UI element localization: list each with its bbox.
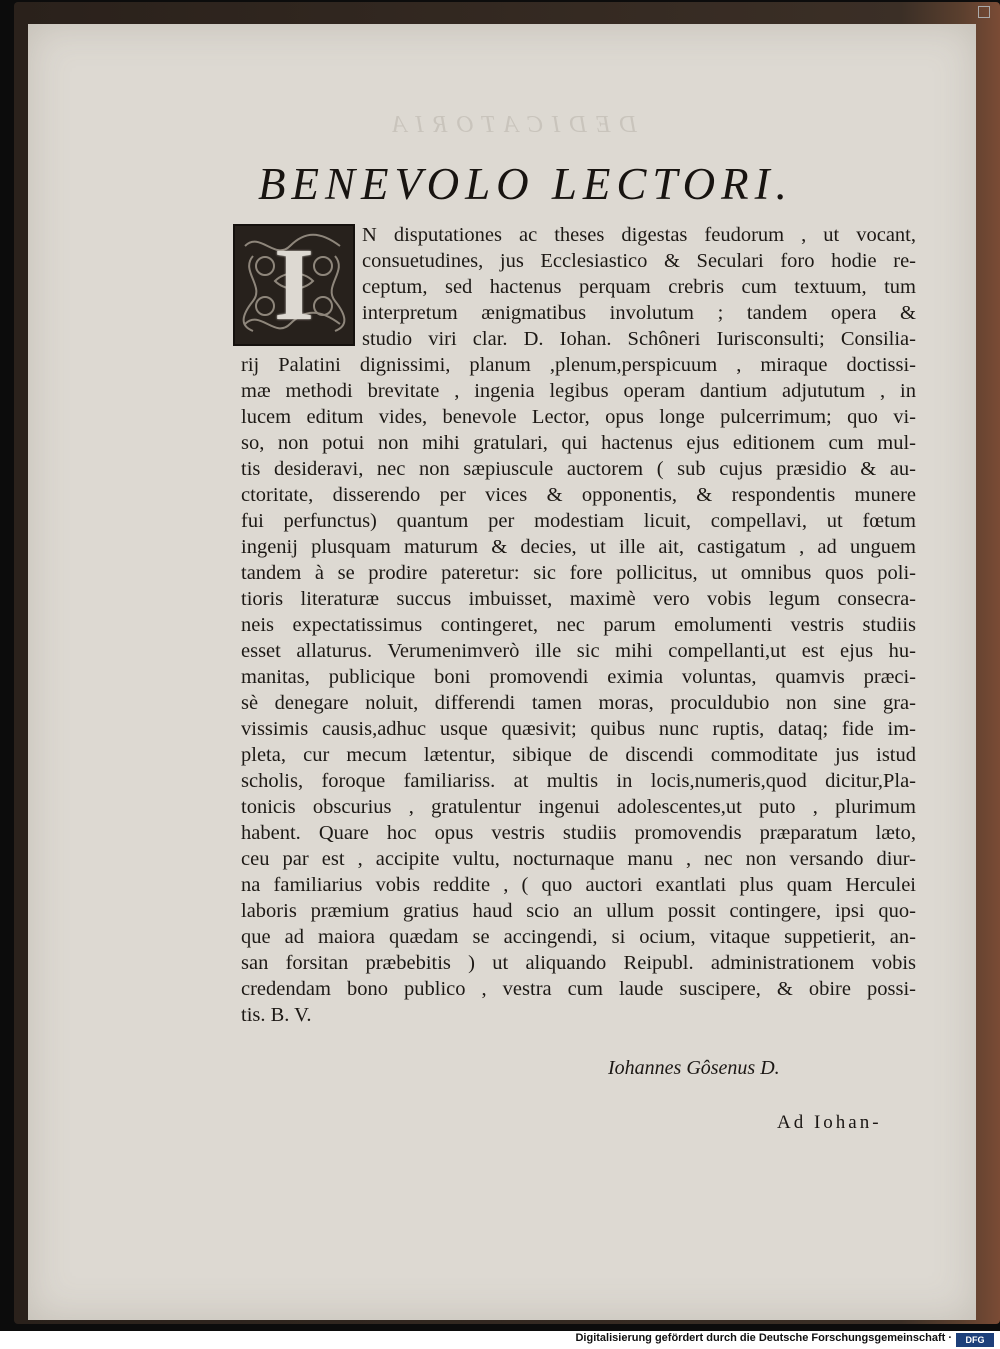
text-line: sè denegare noluit, differendi tamen moras, proculdubio non sine gra- xyxy=(241,692,916,714)
text-line: credendam bono publico , vestra cum laude suscipere, & obire possi- xyxy=(241,978,916,1000)
text-line: habent. Quare hoc opus vestris studiis promovendis præparatum læto, xyxy=(241,822,916,844)
text-line: tandem à se prodire pateretur: sic fore pollicitus, ut omnibus quos poli- xyxy=(241,562,916,584)
text-line: tioris literaturæ succus imbuisset, maximè vero vobis legum consecra- xyxy=(241,588,916,610)
text-line: san forsitan præbebitis ) ut aliquando Reipubl. administrationem vobis xyxy=(241,952,916,974)
text-line: so, non potui non mihi gratulari, qui hactenus ejus editionem cum mul- xyxy=(241,432,916,454)
corner-mark xyxy=(978,6,990,18)
text-line: rij Palatini dignissimi, planum ,plenum,perspicuum , miraque doctissi- xyxy=(241,354,916,376)
text-line: tonicis obscurius , gratulentur ingenui adolescentes,ut puto , plurimum xyxy=(241,796,916,818)
decorated-initial xyxy=(233,224,355,346)
text-line: scholis, foroque familiariss. at multis in locis,numeris,quod dicitur,Pla- xyxy=(241,770,916,792)
text-line: pleta, cur mecum lætentur, sibique de discendi commoditate jus istud xyxy=(241,744,916,766)
page-title: BENEVOLO LECTORI. xyxy=(258,159,793,209)
text-line: ceptum, sed hactenus perquam crebris cum textuum, tum xyxy=(362,276,916,298)
footer-credit: Digitalisierung gefördert durch die Deutsche Forschungsgemeinschaft · xyxy=(575,1332,952,1344)
text-line: esset allaturus. Verumenimverò ille sic mihi compellanti,ut est ejus hu- xyxy=(241,640,916,662)
text-line: que ad maiora quædam se accingendi, si ocium, vitaque suppetierit, an- xyxy=(241,926,916,948)
text-line: ingenij plusquam maturum & decies, ut ille ait, castigatum , ad unguem xyxy=(241,536,916,558)
text-line: ceu par est , accipite vultu, nocturnaque manu , nec non versando diur- xyxy=(241,848,916,870)
text-line: fui perfunctus) quantum per modestiam licuit, compellavi, ut fœtum xyxy=(241,510,916,532)
show-through-running-head: DEDICATORIA xyxy=(383,112,637,138)
text-line: mæ methodi brevitate , ingenia legibus operam dantium adjututum , in xyxy=(241,380,916,402)
text-line: lucem editum vides, benevole Lector, opus longe pulcerrimum; quo vi- xyxy=(241,406,916,428)
footer-bar xyxy=(0,1331,1000,1349)
text-line: consuetudines, jus Ecclesiastico & Seculari foro hodie re- xyxy=(362,250,916,272)
text-line: neis expectatissimus contingeret, nec parum emolumenti vestris studiis xyxy=(241,614,916,636)
text-line: na familiarius vobis reddite , ( quo auctori exantlati plus quam Herculei xyxy=(241,874,916,896)
text-line: vissimis causis,adhuc usque quæsivit; quibus nunc ruptis, dataq; fide im- xyxy=(241,718,916,740)
text-line: tis. B. V. xyxy=(241,1004,312,1026)
text-line: N disputationes ac theses digestas feudorum , ut vocant, xyxy=(362,224,916,246)
text-line: studio viri clar. D. Iohan. Schôneri Iurisconsulti; Consilia- xyxy=(362,328,916,350)
signature: Iohannes Gôsenus D. xyxy=(608,1057,780,1079)
catchword: Ad Iohan- xyxy=(777,1112,882,1133)
initial-letter: I xyxy=(273,227,315,342)
text-line: ctoritate, disserendo per vices & opponentis, & respondentis munere xyxy=(241,484,916,506)
dfg-logo: DFG xyxy=(956,1333,994,1347)
text-line: laboris præmium gratius haud scio an ullum possit contingere, ipsi quo- xyxy=(241,900,916,922)
text-line: manitas, publicique boni promovendi eximia voluntas, quamvis præci- xyxy=(241,666,916,688)
text-line: interpretum ænigmatibus involutum ; tandem opera & xyxy=(362,302,916,324)
text-line: tis desideravi, nec non sæpiuscule auctorem ( sub cujus præsidio & au- xyxy=(241,458,916,480)
